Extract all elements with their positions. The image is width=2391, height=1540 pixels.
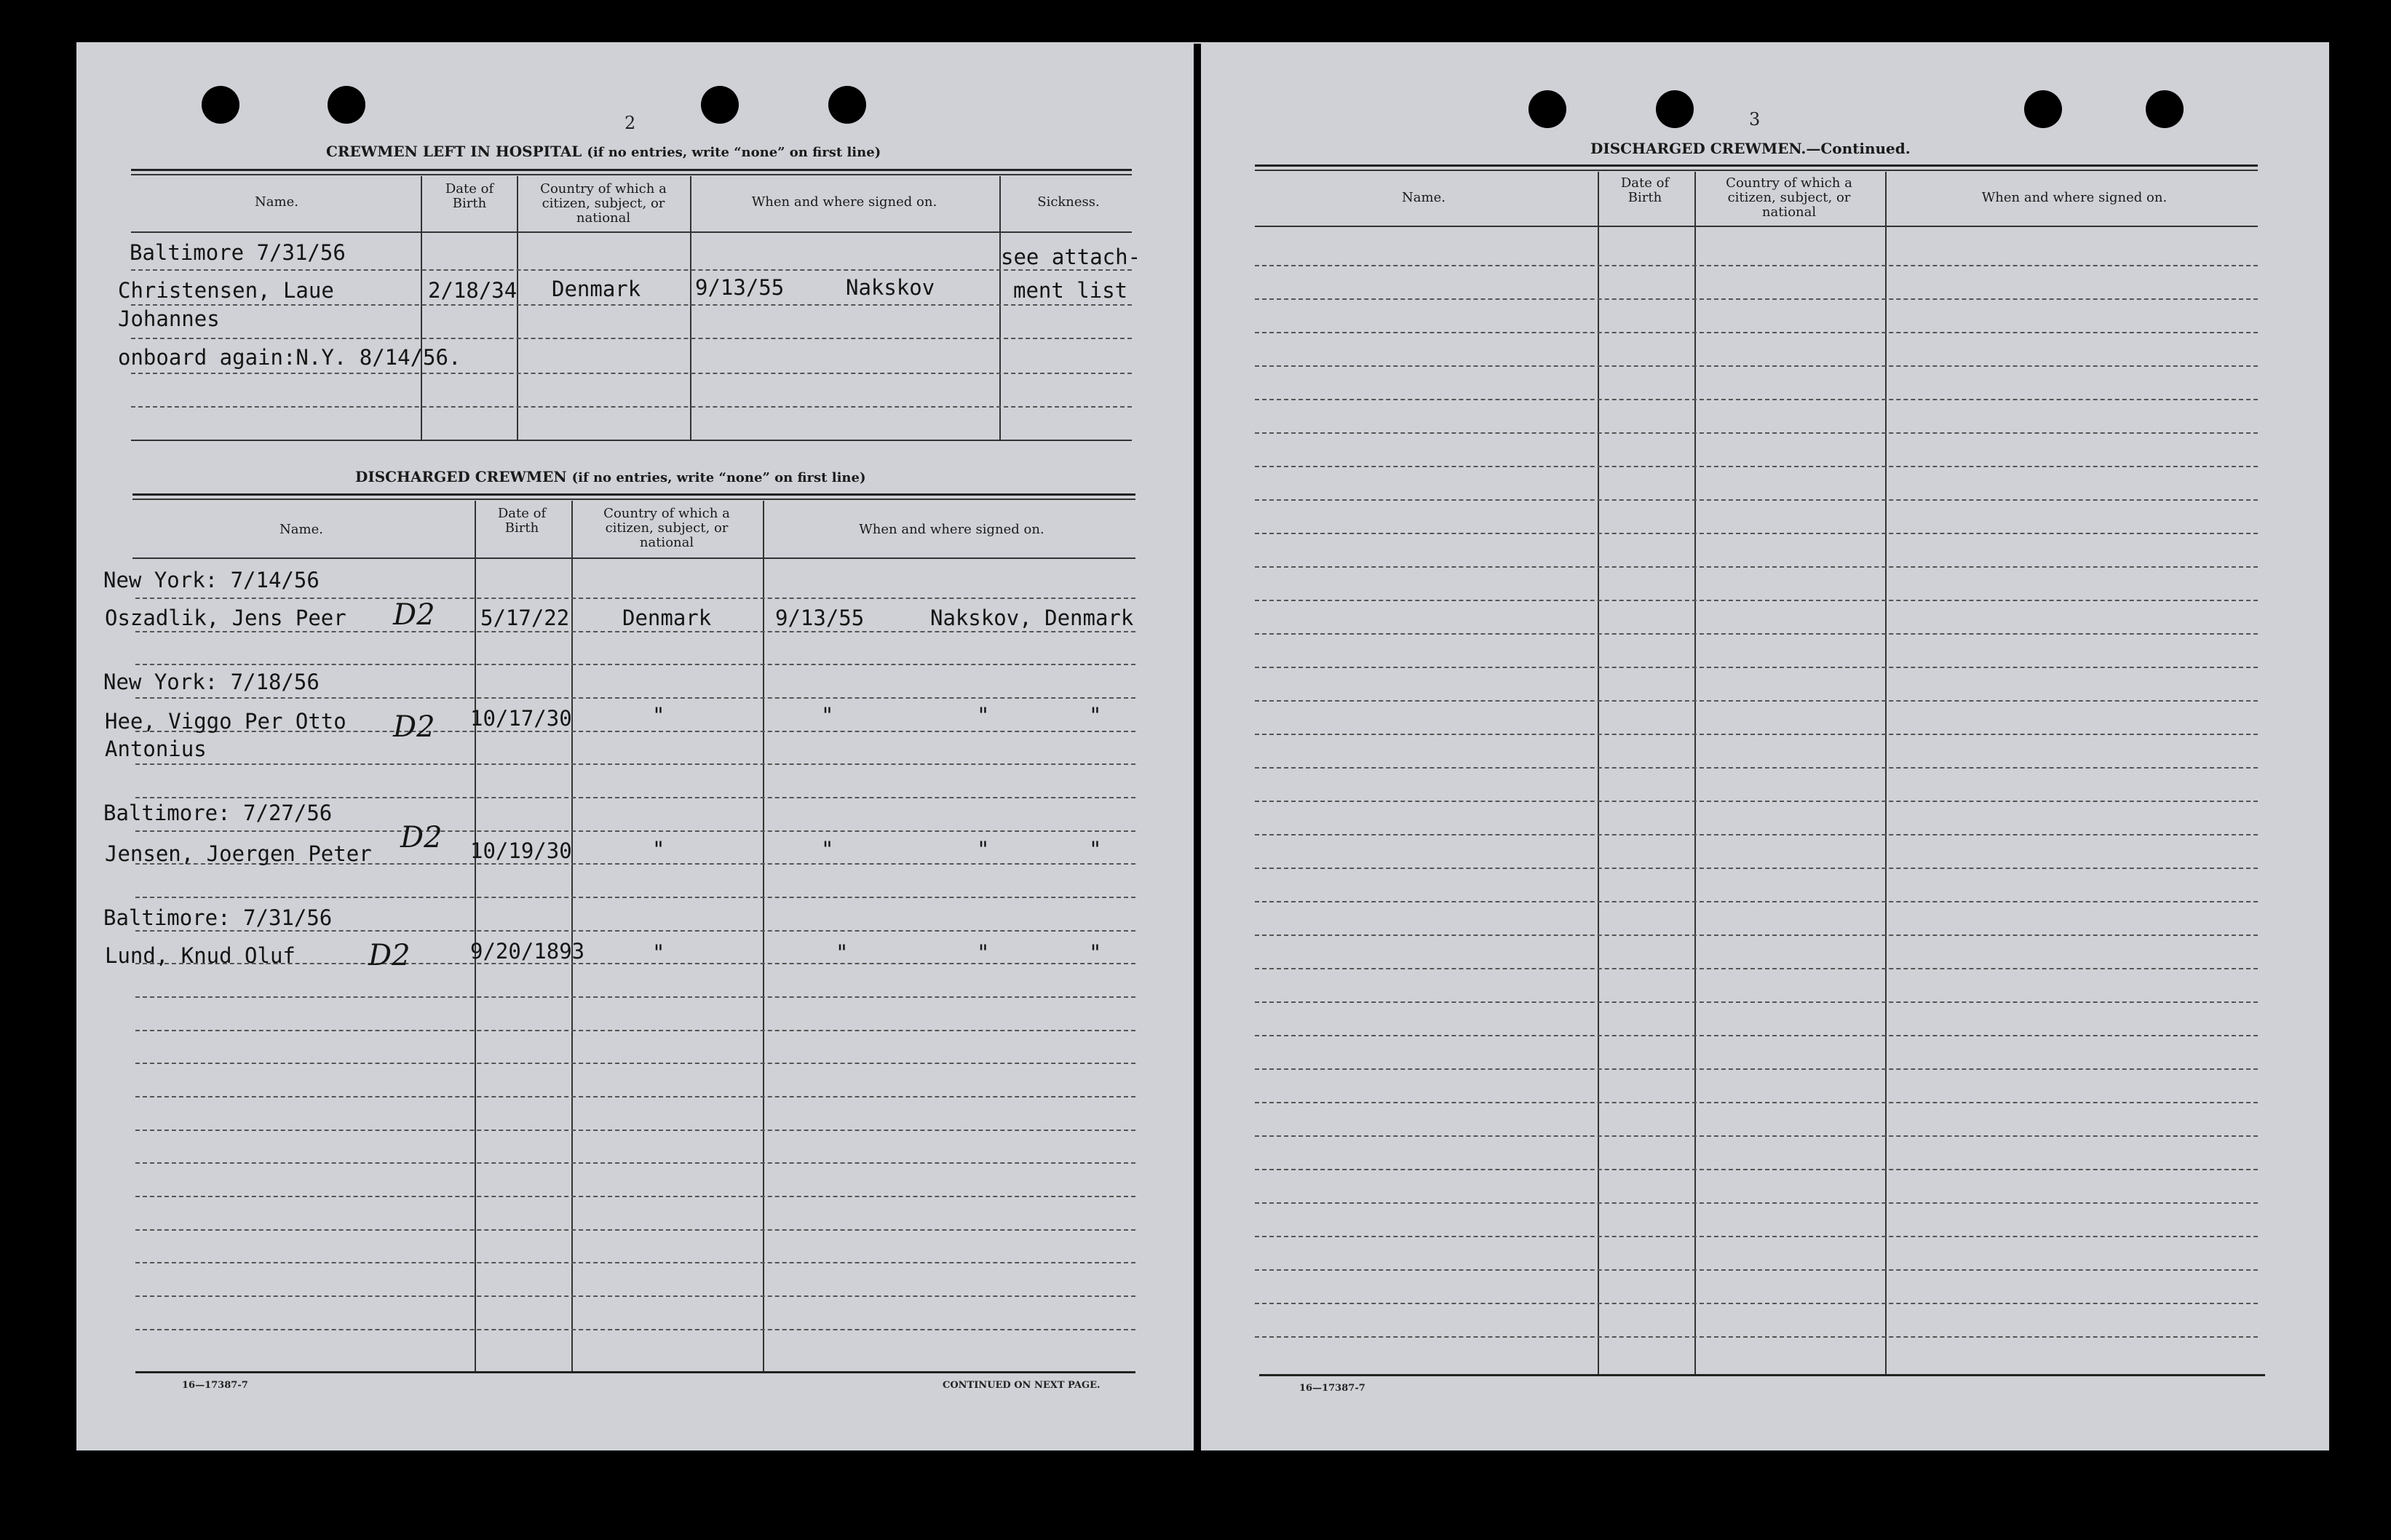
col-header-signed: When and where signed on. (1981, 190, 2168, 205)
hospital-name-cont: Johannes (118, 306, 220, 331)
col-header-country: Country of which a citizen, subject, or national (1726, 175, 1852, 220)
punch-hole (328, 86, 365, 124)
form-number: 16—17387-7 (1299, 1383, 1365, 1394)
page-number: 2 (624, 113, 636, 133)
discharged-name: Oszadlik, Jens Peer (105, 606, 346, 630)
discharged-date: 9/13/55 (775, 606, 865, 630)
right-page (1201, 42, 2329, 1450)
discharged-country-ditto: " (652, 940, 665, 965)
punch-hole (202, 86, 239, 124)
page-number: 3 (1749, 109, 1761, 130)
col-header-name: Name. (279, 522, 323, 537)
discharged-dob: 5/17/22 (480, 606, 570, 630)
discharged-dob: 10/19/30 (470, 838, 572, 863)
discharged-place: Nakskov, Denmark (930, 606, 1134, 630)
discharged-country-ditto: " (652, 703, 665, 728)
col-header-signed: When and where signed on. (751, 194, 937, 210)
punch-hole (701, 86, 739, 124)
punch-hole (1528, 90, 1566, 128)
d2-mark: D2 (393, 598, 435, 632)
continued-note: CONTINUED ON NEXT PAGE. (943, 1380, 1101, 1391)
col-header-dob: Date of Birth (497, 506, 547, 536)
col-header-dob: Date of Birth (1620, 175, 1670, 205)
d2-mark: D2 (368, 939, 411, 972)
hospital-signed-date: 9/13/55 (695, 275, 785, 300)
discharged-dob: 10/17/30 (470, 706, 572, 731)
discharged-section-title: DISCHARGED CREWMEN (if no entries, write “none” on first line) (355, 468, 866, 485)
col-header-signed: When and where signed on. (859, 522, 1044, 537)
punch-hole (2146, 90, 2184, 128)
discharged-country2-ditto: " (1089, 703, 1102, 728)
page-binding (1194, 44, 1201, 1463)
discharged-dob: 9/20/1893 (470, 939, 585, 964)
discharged-place-ditto: " (977, 940, 990, 965)
discharged-name: Lund, Knud Oluf (105, 943, 296, 968)
hospital-country: Denmark (552, 277, 641, 301)
hospital-note: onboard again:N.Y. 8/14/56. (118, 345, 461, 370)
hospital-dob: 2/18/34 (428, 278, 518, 303)
hospital-sickness-cont: ment list (1013, 278, 1128, 303)
discharged-name: Hee, Viggo Per Otto (105, 709, 346, 734)
discharge-port: Baltimore: 7/31/56 (103, 905, 333, 930)
discharged-country: Denmark (622, 606, 712, 630)
discharge-port: New York: 7/14/56 (103, 568, 320, 592)
punch-hole (2024, 90, 2062, 128)
hospital-sickness: see attach- (1001, 245, 1141, 269)
discharged-continued-title: DISCHARGED CREWMEN.—Continued. (1590, 140, 1911, 157)
discharged-country2-ditto: " (1089, 837, 1102, 862)
punch-hole (828, 86, 866, 124)
hospital-signed-place: Nakskov (846, 275, 935, 300)
col-header-country: Country of which a citizen, subject, or national (540, 181, 667, 226)
col-header-name: Name. (1402, 190, 1446, 205)
discharged-name-cont: Antonius (105, 737, 207, 761)
col-header-sickness: Sickness. (1037, 194, 1100, 210)
discharged-place-ditto: " (977, 703, 990, 728)
discharge-port: Baltimore: 7/27/56 (103, 801, 333, 825)
discharged-country2-ditto: " (1089, 940, 1102, 965)
discharged-place-ditto: " (977, 837, 990, 862)
col-header-dob: Date of Birth (445, 181, 494, 211)
form-number: 16—17387-7 (182, 1380, 248, 1391)
discharge-port: New York: 7/18/56 (103, 670, 320, 694)
discharged-name: Jensen, Joergen Peter (105, 841, 372, 866)
discharged-country-ditto: " (652, 837, 665, 862)
punch-hole (1656, 90, 1694, 128)
col-header-name: Name. (255, 194, 298, 210)
d2-mark: D2 (393, 710, 435, 744)
col-header-country: Country of which a citizen, subject, or national (603, 506, 730, 550)
discharged-date-ditto: " (836, 940, 849, 965)
discharged-date-ditto: " (821, 837, 834, 862)
hospital-section-title: CREWMEN LEFT IN HOSPITAL (if no entries, write “none” on first line) (326, 143, 881, 160)
d2-mark: D2 (400, 821, 443, 854)
hospital-port: Baltimore 7/31/56 (130, 240, 346, 265)
hospital-name: Christensen, Laue (118, 278, 334, 303)
discharged-date-ditto: " (821, 703, 834, 728)
